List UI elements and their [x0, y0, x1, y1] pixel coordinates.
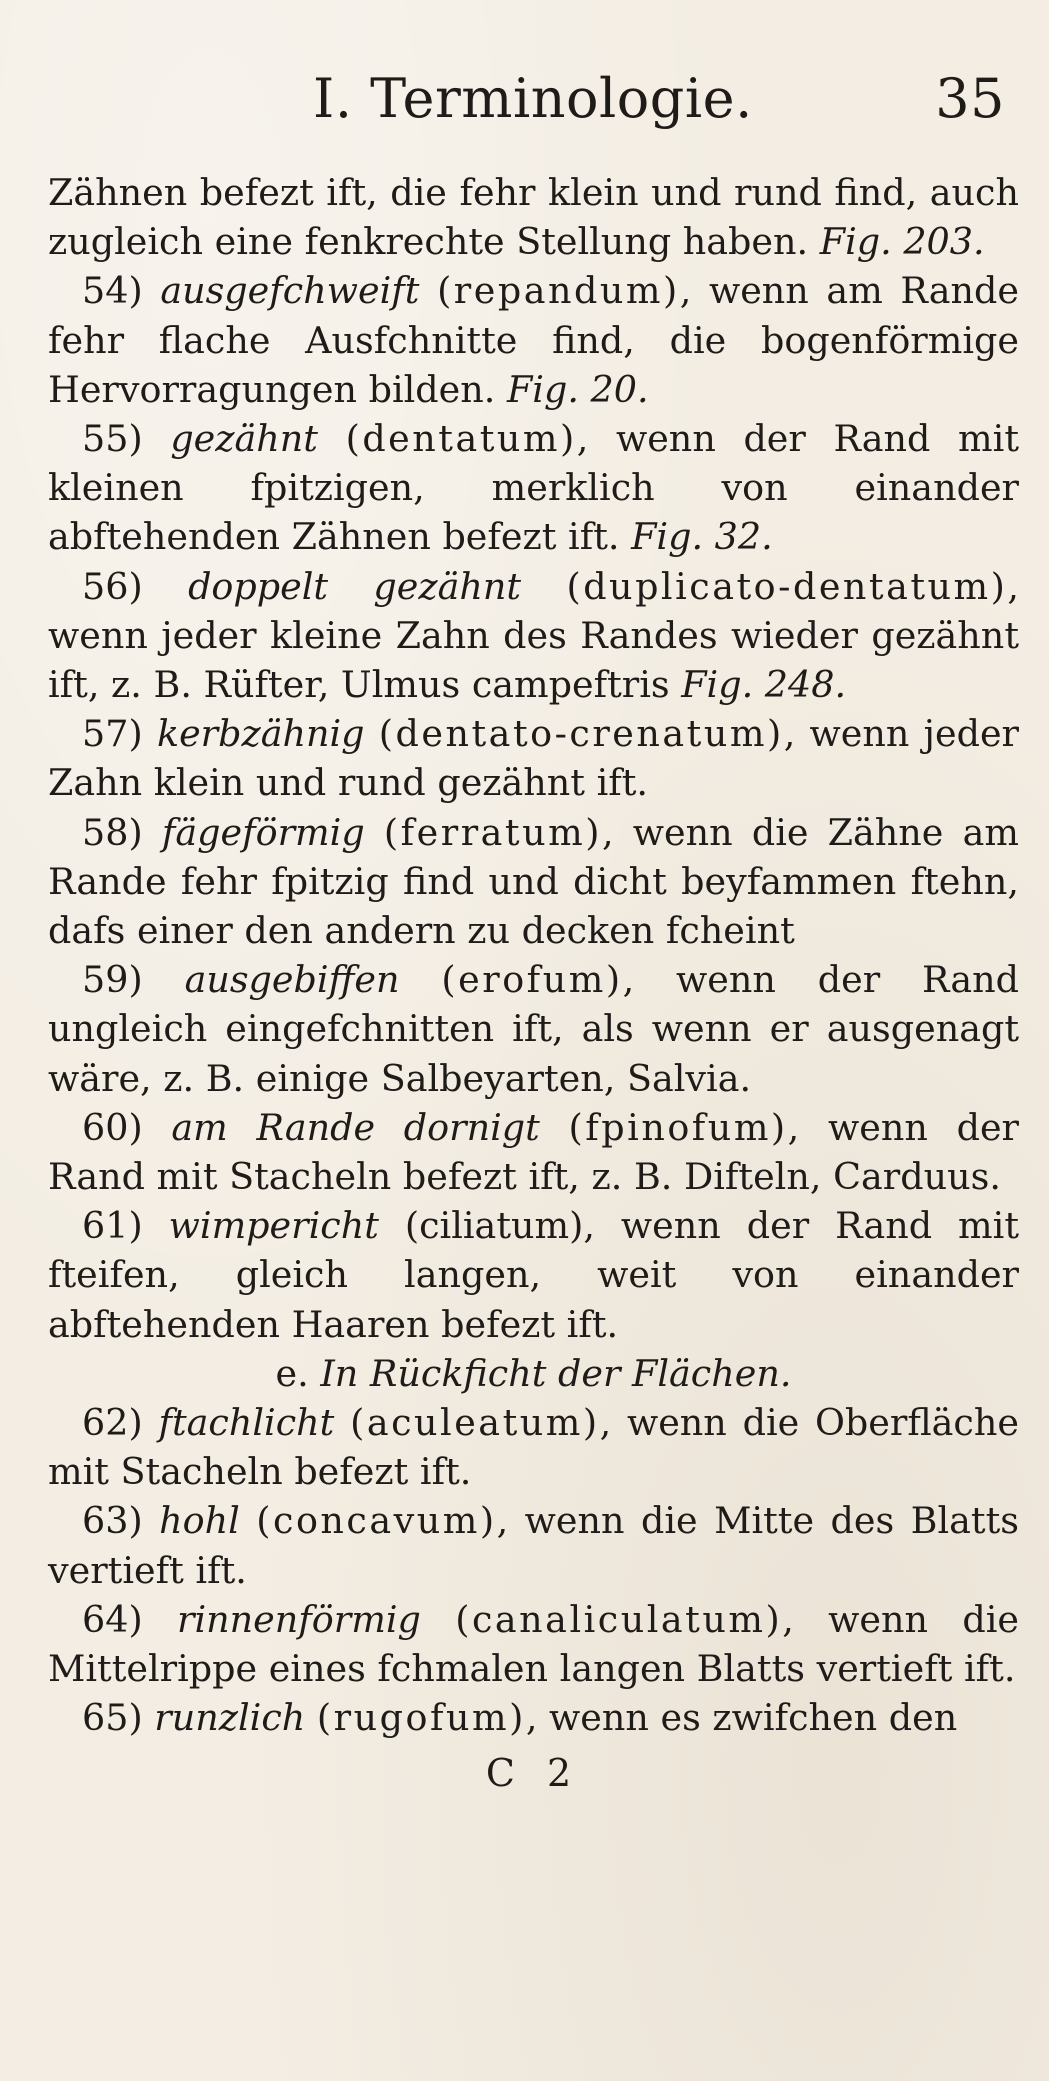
- entry-59: [48, 955, 1019, 1103]
- entry-64: [48, 1595, 1019, 1693]
- entry-term: gezähnt: [170, 417, 318, 461]
- entry-text: , wenn der Rand mit fteifen, gleich langen, weit von einander abftehenden Haaren befezt ift.: [48, 1204, 1019, 1346]
- entry-text: , wenn der Rand mit kleinen fpitzigen, merklich von einander abftehenden Zähnen befezt ift.: [48, 417, 1019, 559]
- latin-term: (dentato-crenatum): [378, 712, 784, 756]
- entry-number: 65): [82, 1696, 143, 1740]
- entry-term: fägeförmig: [161, 810, 365, 854]
- figure-reference: Fig. 203.: [819, 220, 985, 264]
- signature-mark: C 2: [485, 1750, 582, 1795]
- section-title: In Rückficht der Flächen.: [320, 1351, 792, 1395]
- entry-number: 63): [82, 1499, 143, 1543]
- chapter-title: I. Terminologie.: [313, 67, 753, 130]
- entry-text: , wenn jeder kleine Zahn des Randes wieder gezähnt ift, z. B. Rüfter, Ulmus campeftris: [48, 564, 1019, 707]
- entry-number: 56): [82, 564, 143, 608]
- entry-61: [48, 1201, 1019, 1349]
- latin-term: (erofum): [441, 958, 623, 1002]
- latin-term: (ciliatum): [404, 1204, 584, 1248]
- body-text: [48, 168, 1019, 1743]
- figure-reference: Fig. 32.: [631, 515, 773, 559]
- entry-58: [48, 808, 1019, 956]
- entry-number: 57): [82, 712, 143, 756]
- entry-56: [48, 562, 1019, 710]
- entry-text: , wenn die Oberfläche mit Stacheln befezt ift.: [48, 1401, 1019, 1494]
- latin-term: (ferratum): [383, 810, 602, 854]
- entry-number: 58): [82, 810, 143, 854]
- entry-63: [48, 1496, 1019, 1594]
- latin-term: (canaliculatum): [455, 1597, 783, 1641]
- entry-number: 54): [82, 269, 143, 313]
- entry-number: 59): [82, 958, 143, 1002]
- entry-number: 64): [82, 1597, 143, 1641]
- entry-text: , wenn die Zähne am Rande fehr fpitzig find und dicht beyfammen ftehn, dafs einer den andern zu decken fcheint: [48, 810, 1019, 953]
- entry-text: , wenn die Mittelrippe eines fchmalen langen Blatts vertieft ift.: [48, 1597, 1020, 1691]
- entry-text: , wenn die Mitte des Blatts vertieft ift.: [48, 1499, 1019, 1592]
- entry-number: 61): [82, 1204, 143, 1248]
- entry-text: , wenn jeder Zahn klein und rund gezähnt ift.: [48, 712, 1020, 805]
- figure-reference: Fig. 248.: [681, 663, 847, 707]
- latin-term: (concavum): [256, 1499, 497, 1543]
- latin-term: (dentatum): [345, 417, 577, 461]
- running-header: [48, 64, 1019, 134]
- entry-term: ausgebiffen: [184, 958, 400, 1002]
- figure-reference: Fig. 20.: [506, 367, 649, 411]
- entry-text: , wenn es zwifchen den: [525, 1696, 958, 1740]
- latin-term: (duplicato-dentatum): [566, 564, 1008, 608]
- section-letter: e.: [275, 1351, 309, 1395]
- entry-54: [48, 266, 1019, 414]
- entry-number: 62): [82, 1401, 143, 1445]
- latin-term: (aculeatum): [350, 1401, 600, 1445]
- entry-term: am Rande dornigt: [171, 1105, 540, 1149]
- entry-text: , wenn der Rand ungleich eingefchnitten ift, als wenn er ausgenagt wäre, z. B. einige Salbeyarten, Salvia.: [48, 958, 1019, 1100]
- entry-term: kerbzähnig: [156, 712, 365, 756]
- entry-term: hohl: [159, 1499, 240, 1543]
- entry-number: 60): [82, 1105, 143, 1149]
- entry-term: runzlich: [154, 1696, 306, 1740]
- entry-57: [48, 709, 1019, 807]
- continued-paragraph: [48, 168, 1019, 266]
- entry-55: [48, 414, 1019, 562]
- page-number: 35: [935, 67, 1005, 130]
- paragraph-text: Zähnen befezt ift, die fehr klein und rund find, auch zugleich eine fenkrechte Stellung haben.: [48, 171, 1019, 264]
- entry-text: , wenn der Rand mit Stacheln befezt ift, z. B. Difteln, Carduus.: [48, 1105, 1019, 1199]
- section-heading: [48, 1349, 1019, 1398]
- entry-term: doppelt gezähnt: [188, 564, 522, 608]
- entry-term: rinnenförmig: [177, 1597, 421, 1641]
- entry-65: [48, 1693, 1019, 1742]
- latin-term: (fpinofum): [568, 1105, 788, 1149]
- latin-term: (repandum): [437, 269, 680, 313]
- latin-term: (rugofum): [316, 1696, 526, 1740]
- entry-term: ftachlicht: [158, 1401, 335, 1445]
- entry-60: [48, 1103, 1019, 1201]
- entry-62: [48, 1398, 1019, 1496]
- entry-text: , wenn am Rande fehr flache Ausfchnitte find, die bogenförmige Hervorragungen bilden.: [48, 269, 1019, 411]
- entry-term: wimpericht: [168, 1204, 379, 1248]
- entry-term: ausgefchweift: [160, 269, 420, 313]
- entry-number: 55): [82, 417, 143, 461]
